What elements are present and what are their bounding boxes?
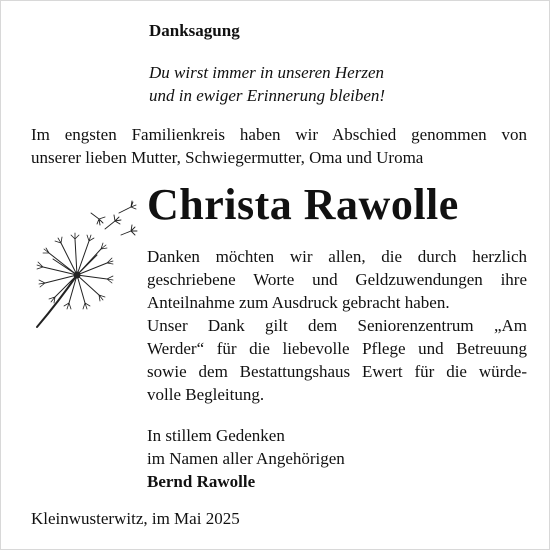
intro-line: unserer lieben Mutter, Schwiegermutter, Oma und Uroma [31,148,424,167]
thanks-line: Werder“ für die liebevolle Pflege und Betreuung [147,339,527,358]
thanks-line: Unser Dank gilt dem Seniorenzentrum „Am [147,316,527,335]
thanks-text [147,245,527,406]
thanks-line: volle Begleitung. [147,385,265,404]
notice-heading: Danksagung [149,21,240,40]
closing-line: In stillem Gedenken [147,426,285,445]
verse-line: und in ewiger Erinnerung bleiben! [149,86,386,105]
closing-block [147,424,345,493]
closing-line: im Namen aller Angehörigen [147,449,345,468]
dandelion-icon [19,191,149,331]
intro-text [31,123,527,169]
thanks-line: sowie dem Bestattungshaus Ewert für die würde- [147,362,527,381]
place-date: Kleinwusterwitz, im Mai 2025 [31,509,240,528]
intro-line: Im engsten Familienkreis haben wir Abschied genommen von [31,125,527,144]
signer-name: Bernd Rawolle [147,472,256,491]
verse-line: Du wirst immer in unseren Herzen [149,63,384,82]
verse [149,61,385,107]
thanks-line: geschriebene Worte und Geldzuwendungen ihre [147,270,527,289]
thanks-line: Anteilnahme zum Ausdruck gebracht haben. [147,293,450,312]
thanks-line: Danken möchten wir allen, die durch herzlich [147,247,527,266]
deceased-name: Christa Rawolle [147,180,459,229]
